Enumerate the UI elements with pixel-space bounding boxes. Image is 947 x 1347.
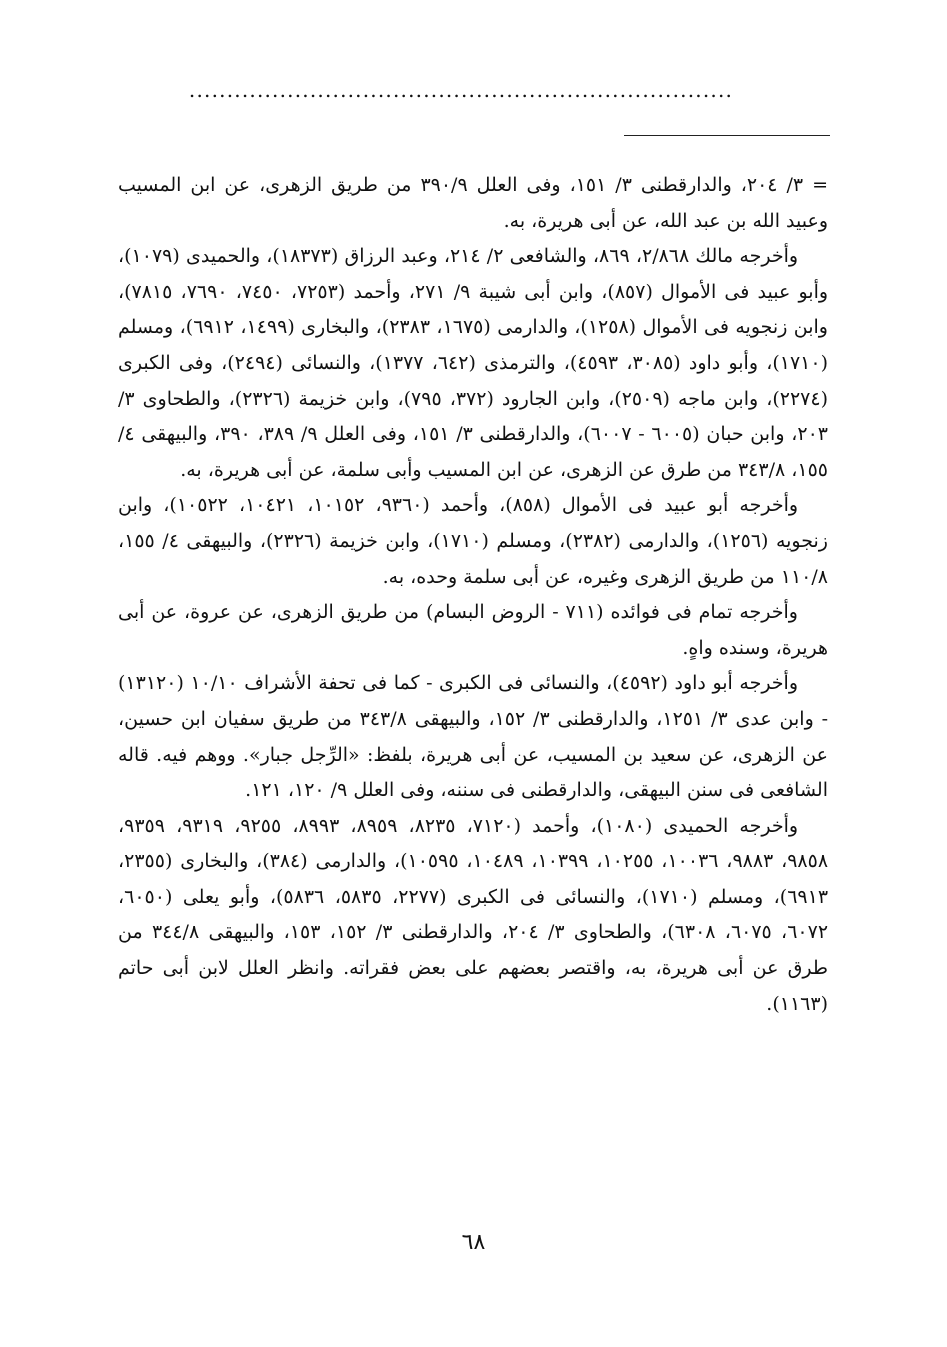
- footnote-paragraph: وأخرجه مالك ٢/٨٦٨، ٨٦٩، والشافعى ٢/ ٢١٤، وعبد الرزاق (١٨٣٧٣)، والحميدى (١٠٧٩)، وأبو عبيد فى الأموال (٨٥٧)، وابن أبى شيبة ٩/ ٢٧١، وأحمد (٧٢٥٣، ٧٤٥٠، ٧٦٩٠، ٧٨١٥)، وابن زنجويه فى الأموال (١٢٥٨)، والدارمى (١٦٧٥، ٢٣٨٣)، والبخارى (١٤٩٩، ٦٩١٢)، ومسلم (١٧١٠)، وأبو داود (٣٠٨٥، ٤٥٩٣)، والترمذى (٦٤٢، ١٣٧٧)، والنسائى (٢٤٩٤)، وفى الكبرى (٢٢٧٤)، وابن ماجه (٢٥٠٩)، وابن الجارود (٣٧٢، ٧٩٥)، وابن خزيمة (٢٣٢٦)، والطحاوى ٣/ ٢٠٣، وابن حبان (٦٠٠٥ - ٦٠٠٧)، والدارقطنى ٣/ ١٥١، وفى العلل ٩/ ٣٨٩، ٣٩٠، والبيهقى ٤/ ١٥٥، ٣٤٣/٨ من طرق عن الزهرى، عن ابن المسيب وأبى سلمة، عن أبى هريرة، به.: [118, 245, 829, 481]
- page-number: ٦٨: [461, 1230, 486, 1255]
- footnote-paragraph: وأخرجه أبو عبيد فى الأموال (٨٥٨)، وأحمد (٩٣٦٠، ١٠١٥٢، ١٠٤٢١، ١٠٥٢٢)، وابن زنجويه (١٢٥٦)، والدارمى (٢٣٨٢)، ومسلم (١٧١٠)، وابن خزيمة (٢٣٢٦)، والبيهقى ٤/ ١٥٥، ١١٠/٨ من طريق الزهرى وغيره، عن أبى سلمة وحده، به.: [118, 494, 828, 588]
- dotted-separator: ........................................................................: [188, 78, 734, 102]
- footnote-body: [118, 168, 828, 1022]
- footnote-paragraph: وأخرجه تمام فى فوائده (٧١١ - الروض البسام) من طريق الزهرى، عن عروة، عن أبى هريرة، وسنده واهٍ.: [118, 601, 828, 659]
- footnote-paragraph: وأخرجه الحميدى (١٠٨٠)، وأحمد (٧١٢٠، ٨٢٣٥، ٨٩٥٩، ٨٩٩٣، ٩٢٥٥، ٩٣١٩، ٩٣٥٩، ٩٨٥٨، ٩٨٨٣، ١٠٠٣٦، ١٠٢٥٥، ١٠٣٩٩، ١٠٤٨٩، ١٠٥٩٥)، والدارمى (٣٨٤)، والبخارى (٢٣٥٥، ٦٩١٣)، ومسلم (١٧١٠)، والنسائى فى الكبرى (٢٢٧٧، ٥٨٣٥، ٥٨٣٦)، وأبو يعلى (٦٠٥٠، ٦٠٧٢، ٦٠٧٥، ٦٣٠٨)، والطحاوى ٣/ ٢٠٤، والدارقطنى ٣/ ١٥٢، ١٥٣، والبيهقى ٣٤٤/٨ من طرق عن أبى هريرة، به، واقتصر بعضهم على بعض فقراته. وانظر العلل لابن أبى حاتم (١١٦٣).: [118, 814, 829, 1015]
- footnote-paragraph: وأخرجه أبو داود (٤٥٩٢)، والنسائى فى الكبرى - كما فى تحفة الأشراف ١٠/١٠ (١٣١٢٠) - وابن عدى ٣/ ١٢٥١، والدارقطنى ٣/ ١٥٢، والبيهقى ٣٤٣/٨ من طريق سفيان ابن حسين، عن الزهرى، عن سعيد بن المسيب، عن أبى هريرة، بلفظ: «الرِّجل جبار». ووهم فيه. قاله الشافعى فى سنن البيهقى، والدارقطنى فى سننه، وفى العلل ٩/ ١٢٠، ١٢١.: [118, 672, 828, 802]
- footnote-rule: [624, 135, 830, 136]
- footnote-paragraph: = ٣/ ٢٠٤، والدارقطنى ٣/ ١٥١، وفى العلل ٣٩٠/٩ من طريق الزهرى، عن ابن المسيب وعبيد الله بن عبد الله، عن أبى هريرة، به.: [118, 174, 828, 232]
